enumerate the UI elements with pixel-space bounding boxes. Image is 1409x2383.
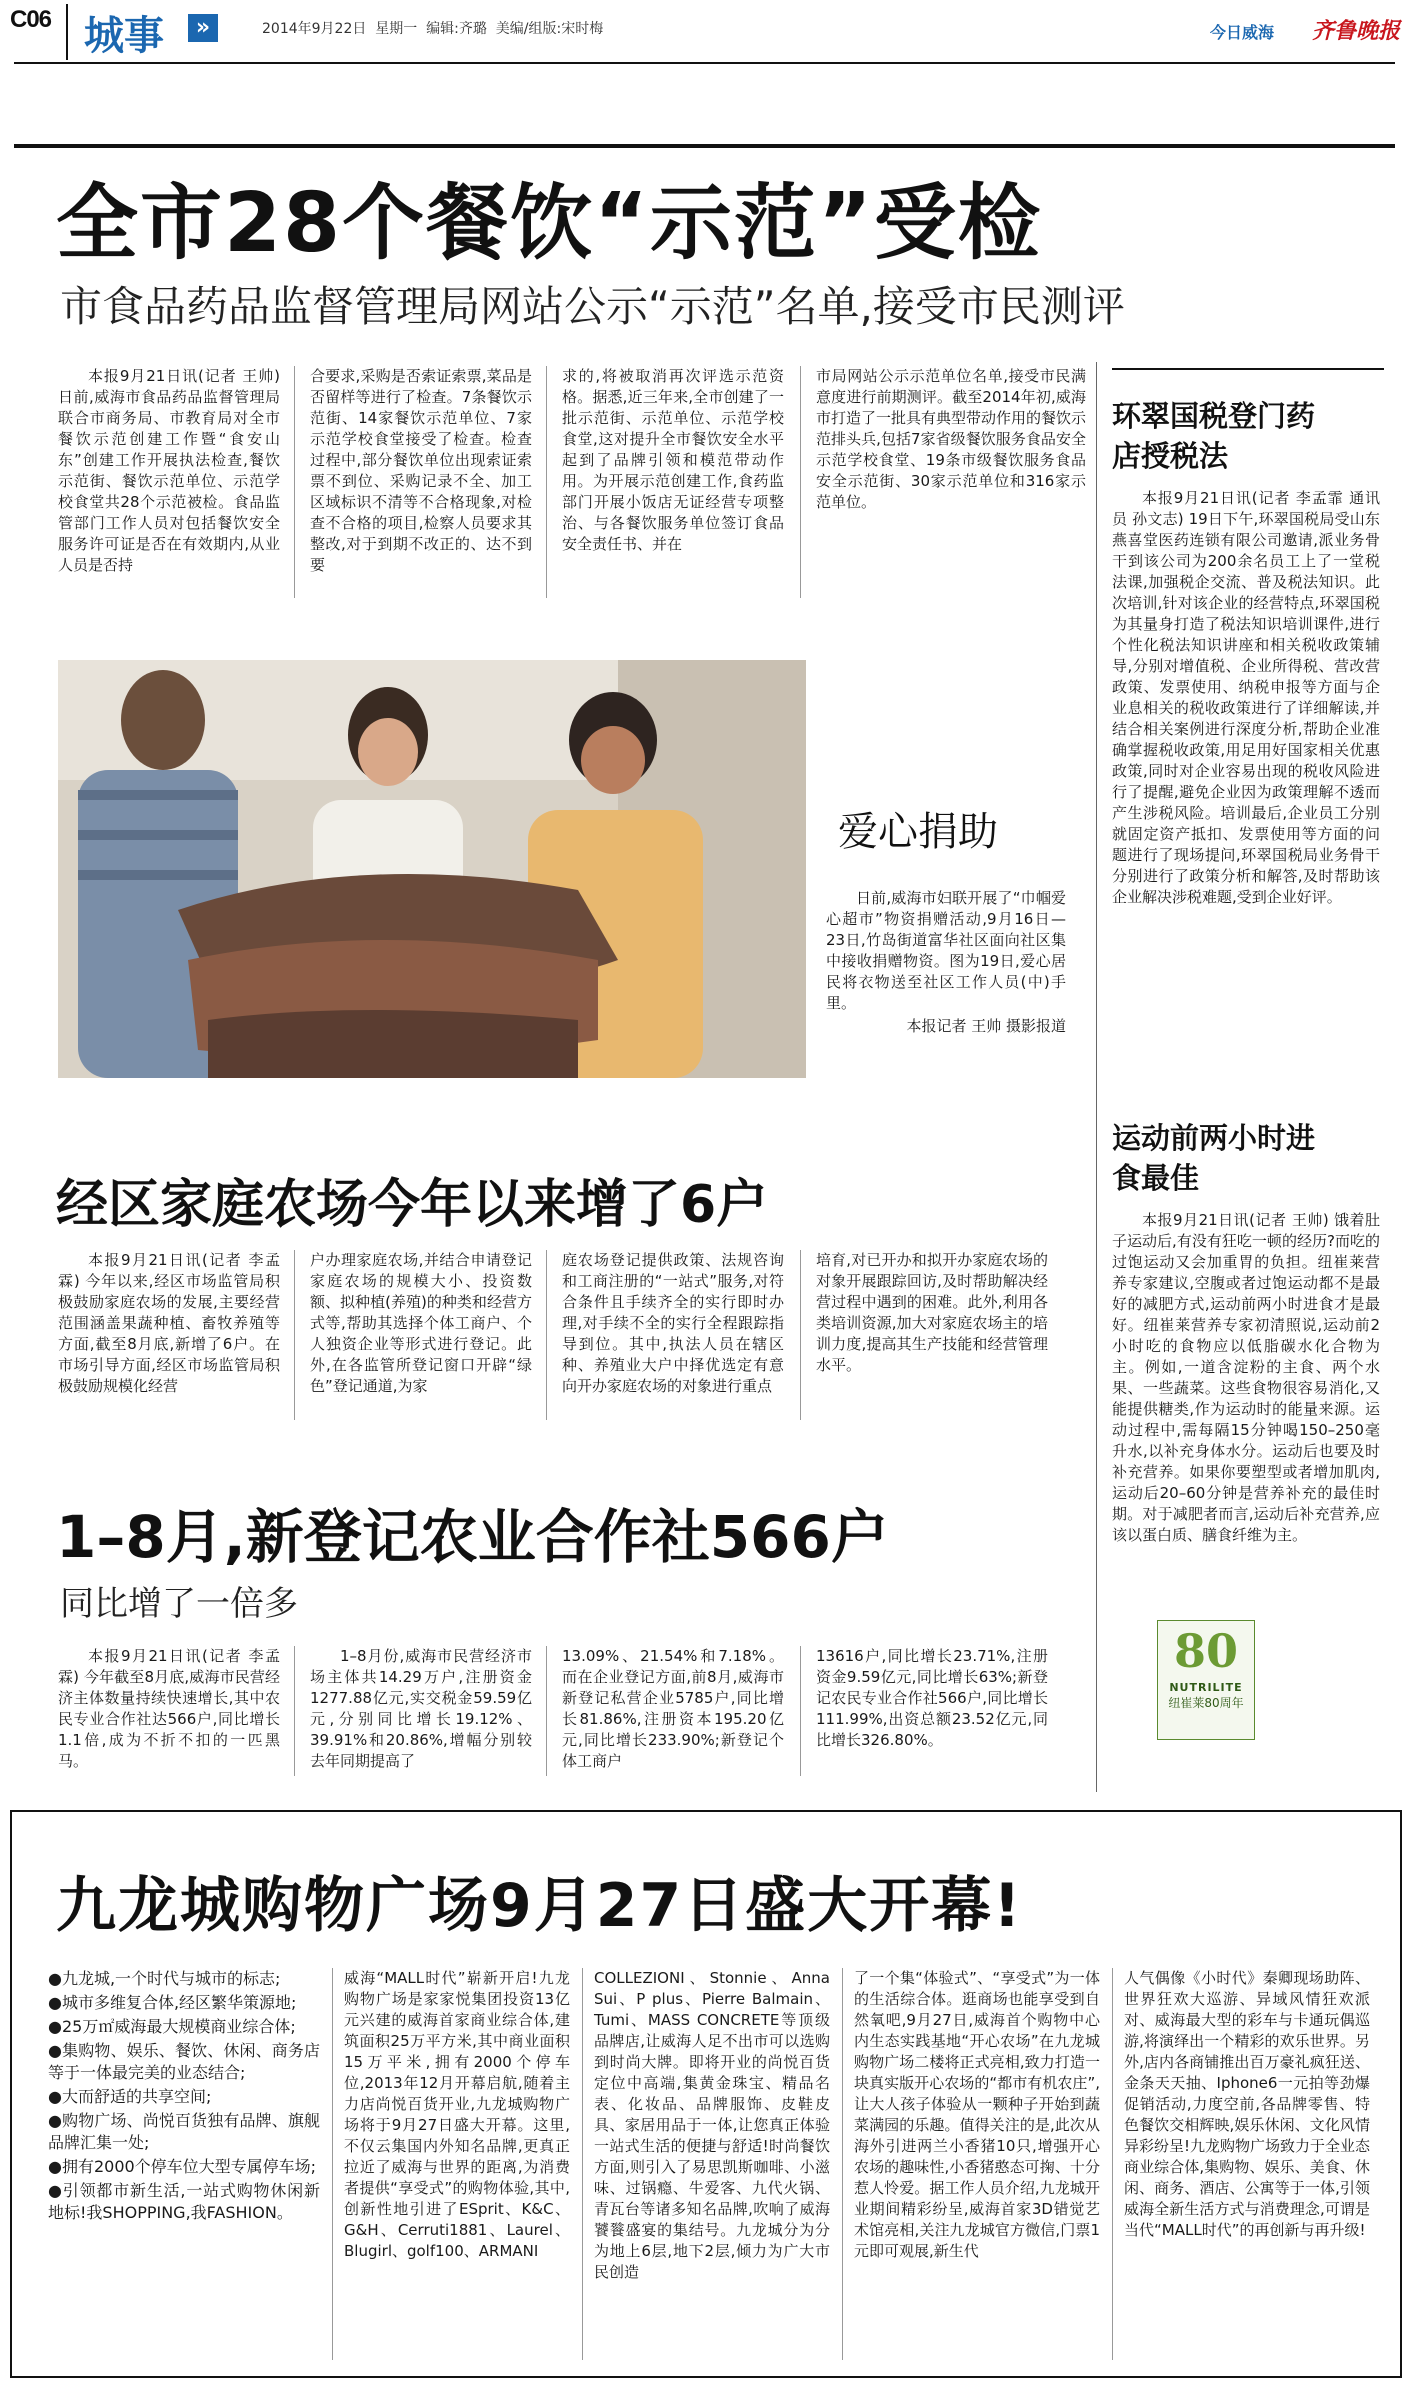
- sidebar-divider: [1096, 362, 1097, 1792]
- donation-photo: [58, 660, 806, 1078]
- tax-story: [1112, 396, 1380, 908]
- lead-col-4: 市局网站公示示范单位名单,接受市民满意度进行前期测评。截至2014年初,威海市打造了一批具有典型带动作用的餐饮示范排头兵,包括7家省级餐饮服务食品安全示范学校食堂、19条市级餐饮服务食品安全示范街、30家示范单位和316家示范单位。: [816, 367, 1087, 511]
- farm-headline: 经区家庭农场今年以来增了6户: [56, 1175, 769, 1235]
- logo-number: 80: [1173, 1624, 1238, 1678]
- donation-photo-illustration: [58, 660, 806, 1078]
- advert-col-2: 威海“MALL时代”崭新开启!九龙购物广场是家家悦集团投资13亿元兴建的威海首家商业综合体,建筑面积25万平方米,其中商业面积15万平米,拥有2000个停车位,2013年12月开幕启航,随着主力店尚悦百货开业,九龙城购物广场将于9月27日盛大开幕。这里,不仅云集国内外知名品牌,更真正拉近了威海与世界的距离,为消费者提供“享受式”的购物体验,其中,创新性地引进了ESprit、K&C、G&H、Cerruti1881、Laurel、Blugirl、golf100、ARMANI: [344, 1969, 570, 2260]
- coop-col-4: 13616户,同比增长23.71%,注册资金9.59亿元,同比增长63%;新登记农民专业合作社566户,同比增长111.99%,出资总额23.52亿元,同比增长326.80%。: [816, 1647, 1048, 1749]
- advert-col-4: 了一个集“体验式”、“享受式”为一体的生活综合体。逛商场也能享受到自然氧吧,9月27日,威海首个购物中心内生态实践基地“开心农场”在九龙城购物广场二楼将正式亮相,致力打造一块真实版开心农场的“都市有机农庄”,让大人孩子体验从一颗种子开始到蔬菜满园的乐趣。值得关注的是,此次从海外引进两兰小香猪10只,增强开心农场的趣味性,小香猪憨态可掬、十分惹人怜爱。据工作人员介绍,九龙城开业期间精彩纷呈,威海首家3D错觉艺术馆亮相,关注九龙城官方微信,门票1元即可观展,新生代: [854, 1969, 1100, 2260]
- farm-col-2: 户办理家庭农场,并结合申请登记家庭农场的规模大小、投资数额、拟种植(养殖)的种类和经营方式等,帮助其选择个体工商户、个人独资企业等形式进行登记。此外,在各监管所登记窗口开辟“绿色”登记通道,为家: [310, 1251, 532, 1395]
- column-divider: [582, 1968, 583, 2360]
- tax-headline: 环翠国税登门药店授税法: [1112, 399, 1316, 473]
- column-divider: [842, 1968, 843, 2360]
- header-divider: [66, 4, 68, 60]
- newspaper-logo: 齐鲁晚报: [1312, 18, 1401, 44]
- photo-credit: 本报记者 王帅 摄影报道: [906, 1017, 1066, 1035]
- advert-headline: 九龙城购物广场9月27日盛大开幕!: [56, 1871, 1023, 1941]
- nutrilite-logo: [1157, 1620, 1255, 1740]
- farm-col-1: 本报9月21日讯(记者 李孟霖) 今年以来,经区市场监管局积极鼓励家庭农场的发展,主要经营范围涵盖果蔬种植、畜牧养殖等方面,截至8月底,新增了6户。在市场引导方面,经区市场监管局积极鼓励规模化经营: [58, 1251, 280, 1395]
- sub-brand: 今日威海: [1210, 23, 1275, 42]
- column-divider: [294, 1646, 295, 1776]
- section-arrow-icon: »: [188, 14, 218, 42]
- photo-caption-title: 爱心捐助: [838, 809, 998, 855]
- list-item: ●城市多维复合体,经区繁华策源地;: [48, 1993, 297, 2012]
- list-item: ●九龙城,一个时代与城市的标志;: [48, 1969, 281, 1988]
- advert-bullets: [48, 1968, 320, 2226]
- logo-sub: 纽崔莱80周年: [1168, 1696, 1244, 1710]
- sport-body: 本报9月21日讯(记者 王帅) 饿着肚子运动后,有没有狂吃一顿的经历?而吃的过饱运动又会加重胃的负担。纽崔莱营养专家建议,空腹或者过饱运动都不是最好的减肥方式,运动前两小时进食才是最好。纽崔莱营养专家初清照说,运动前2小时吃的食物应以低脂碳水化合物为主。例如,一道含淀粉的主食、两个水果、一些蔬菜。这些食物很容易消化,又能提供糖类,作为运动时的能量来源。运动过程中,需每隔15分钟喝150–250毫升水,以补充身体水分。运动后也要及时补充营养。如果你要塑型或者增加肌肉,运动后20–60分钟是营养补充的最佳时期。对于减肥者而言,运动后补充营养,应该以蛋白质、膳食纤维为主。: [1112, 1211, 1380, 1544]
- advert-col-5: 人气偶像《小时代》秦卿现场助阵、世界狂欢大巡游、异域风情狂欢派对、威海最大型的彩车与卡通玩偶巡游,将演绎出一个精彩的欢乐世界。另外,店内各商铺推出百万豪礼疯狂送、金条天天抽、Iphone6一元拍等劲爆促销活动,力度空前,各品牌零售、特色餐饮交相辉映,娱乐休闲、文化风情异彩纷呈!九龙购物广场致力于全业态商业综合体,集购物、娱乐、美食、休闲、商务、酒店、公寓等于一体,引领威海全新生活方式与消费理念,可谓是当代“MALL时代”的再创新与再升级!: [1124, 1969, 1371, 2239]
- column-divider: [546, 366, 547, 598]
- list-item: ●集购物、娱乐、餐饮、休闲、商务店等于一体最完美的业态结合;: [48, 2041, 320, 2082]
- header-rule: [14, 62, 1395, 64]
- list-item: ●购物广场、尚悦百货独有品牌、旗舰品牌汇集一处;: [48, 2111, 320, 2152]
- column-divider: [1112, 1968, 1113, 2360]
- sidebar-top-rule: [1112, 368, 1384, 370]
- sport-headline: 运动前两小时进食最佳: [1112, 1121, 1316, 1195]
- list-item: ●25万㎡威海最大规模商业综合体;: [48, 2017, 296, 2036]
- farm-col-4: 培育,对已开办和拟开办家庭农场的对象开展跟踪回访,及时帮助解决经营过程中遇到的困难。此外,利用各类培训资源,加大对家庭农场主的培训力度,提高其生产技能和经营管理水平。: [816, 1251, 1048, 1374]
- farm-col-3: 庭农场登记提供政策、法规咨询和工商注册的“一站式”服务,对符合条件且手续齐全的实行即时办理,对手续不全的实行全程跟踪指导到位。其中,执法人员在辖区种、养殖业大户中择优选定有意向开办家庭农场的对象进行重点: [562, 1251, 784, 1395]
- coop-deck: 同比增了一倍多: [60, 1584, 298, 1624]
- column-divider: [546, 1646, 547, 1776]
- coop-col-1: 本报9月21日讯(记者 李孟霖) 今年截至8月底,威海市民营经济主体数量持续快速增长,其中农民专业合作社达566户,同比增长1.1倍,成为不折不扣的一匹黑马。: [58, 1647, 280, 1770]
- lead-col-1: 本报9月21日讯(记者 王帅) 日前,威海市食品药品监督管理局联合市商务局、市教育局对全市餐饮示范创建工作暨“食安山东”创建工作开展执法检查,餐饮示范街、餐饮示范单位、示范学校食堂共28个示范被检。食品监管部门工作人员对包括餐饮安全服务许可证是否在有效期内,从业人员是否持: [58, 367, 280, 574]
- issue-meta: 2014年9月22日 星期一 编辑:齐璐 美编/组版:宋时梅: [262, 21, 604, 37]
- photo-caption: 日前,威海市妇联开展了“巾帼爱心超市”物资捐赠活动,9月16日—23日,竹岛街道富华社区面向社区集中接收捐赠物资。图为19日,爱心居民将衣物送至社区工作人员(中)手里。 本报记者 王帅 摄影报道: [826, 889, 1066, 1035]
- column-divider: [294, 1250, 295, 1420]
- column-divider: [800, 1646, 801, 1776]
- lead-headline: 全市28个餐饮“示范”受检: [56, 176, 1042, 271]
- column-divider: [294, 366, 295, 598]
- column-divider: [800, 366, 801, 598]
- list-item: ●引领都市新生活,一站式购物休闲新地标!我SHOPPING,我FASHION。: [48, 2181, 320, 2222]
- page-number: C06: [10, 6, 52, 33]
- column-divider: [546, 1250, 547, 1420]
- column-divider: [800, 1250, 801, 1420]
- column-divider: [332, 1968, 333, 2360]
- top-rule: [14, 144, 1395, 148]
- list-item: ●拥有2000个停车位大型专属停车场;: [48, 2157, 317, 2176]
- lead-col-2: 合要求,采购是否索证索票,菜品是否留样等进行了检查。7条餐饮示范街、14家餐饮示范单位、7家示范学校食堂接受了检查。检查过程中,部分餐饮单位出现索证索票不到位、采购记录不全、加工区域标识不清等不合格现象,对检查不合格的项目,检察人员要求其整改,对于到期不改正的、达不到要: [310, 367, 532, 574]
- advert-col-3: COLLEZIONI、Stonnie、Anna Sui、P plus、Pierre Balmain、Tumi、MASS CONCRETE等顶级品牌店,让威海人足不出市可以选购到时尚大牌。即将开业的尚悦百货定位中高端,集黄金珠宝、精品名表、化妆品、品牌服饰、皮鞋皮具、家居用品于一体,让您真正体验一站式生活的便捷与舒适!时尚餐饮方面,则引入了易思凯斯咖啡、小滋味、过锅瘾、牛爱客、九代火锅、青瓦台等诸多知名品牌,吹响了威海饕餮盛宴的集结号。九龙城分为分为地上6层,地下2层,倾力为广大市民创造: [594, 1969, 830, 2281]
- lead-deck: 市食品药品监督管理局网站公示“示范”名单,接受市民测评: [60, 282, 1125, 331]
- coop-headline: 1–8月,新登记农业合作社566户: [56, 1503, 889, 1571]
- section-title: 城事: [84, 13, 164, 59]
- coop-col-2: 1–8月份,威海市民营经济市场主体共14.29万户,注册资金1277.88亿元,实交税金59.59亿元,分别同比增长19.12%、39.91%和20.86%,增幅分别较去年同期提高了: [310, 1647, 532, 1770]
- logo-brand: NUTRILITE: [1169, 1681, 1243, 1694]
- tax-body: 本报9月21日讯(记者 李孟霏 通讯员 孙文志) 19日下午,环翠国税局受山东燕喜堂医药连锁有限公司邀请,派业务骨干到该公司为200余名员工上了一堂税法课,加强税企交流、普及税法知识。此次培训,针对该企业的经营特点,环翠国税为其量身打造了税法知识培训课件,进行个性化税法知识讲座和相关税收政策辅导,分别对增值税、企业所得税、营改营政策、发票使用、纳税申报等方面与企业息相关的税收政策进行了详细解读,并结合相关案例进行深度分析,帮助企业准确掌握税收政策,用足用好国家相关优惠政策,同时对企业容易出现的税收风险进行了提醒,避免企业因为政策理解不透而产生涉税风险。培训最后,企业员工分别就固定资产抵扣、发票使用等方面的问题进行了现场提问,环翠国税局业务骨干分别进行了政策分析和解答,及时帮助该企业解决涉税难题,受到企业好评。: [1112, 489, 1380, 906]
- list-item: ●大而舒适的共享空间;: [48, 2087, 212, 2106]
- coop-col-3: 13.09%、21.54%和7.18%。而在企业登记方面,前8月,威海市新登记私营企业5785户,同比增长81.86%,注册资本195.20亿元,同比增长233.90%;新登记个体工商户: [562, 1647, 784, 1770]
- lead-col-3: 求的,将被取消再次评选示范资格。据悉,近三年来,全市创建了一批示范街、示范单位、示范学校食堂,这对提升全市餐饮安全水平起到了品牌引领和模范带动作用。为开展示范创建工作,食药监部门开展小饭店无证经营专项整治、与各餐饮服务单位签订食品安全责任书、并在: [562, 367, 784, 553]
- sport-story: [1112, 1118, 1380, 1546]
